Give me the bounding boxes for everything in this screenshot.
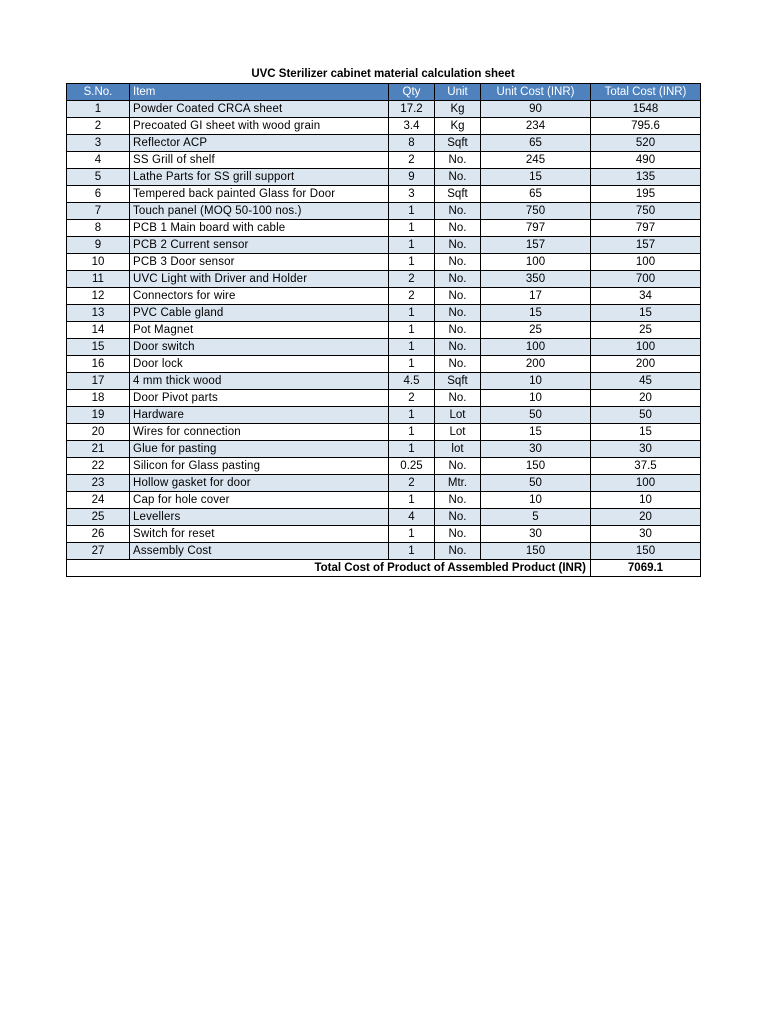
cell-sno: 8	[67, 220, 130, 237]
cell-item: Assembly Cost	[130, 543, 389, 560]
table-row	[67, 135, 701, 152]
cell-item: Door Pivot parts	[130, 390, 389, 407]
cell-unit-cost: 245	[481, 152, 591, 169]
cell-sno: 6	[67, 186, 130, 203]
cell-qty: 9	[389, 169, 435, 186]
cell-total-cost: 10	[591, 492, 701, 509]
cell-unit-cost: 350	[481, 271, 591, 288]
cell-unit-cost: 200	[481, 356, 591, 373]
cell-unit-cost: 15	[481, 305, 591, 322]
table-row	[67, 322, 701, 339]
cell-qty: 4.5	[389, 373, 435, 390]
cell-item: Connectors for wire	[130, 288, 389, 305]
cell-unit-cost: 10	[481, 390, 591, 407]
cell-unit-cost: 750	[481, 203, 591, 220]
cell-total-cost: 30	[591, 526, 701, 543]
cell-unit: Lot	[435, 424, 481, 441]
cell-item: PVC Cable gland	[130, 305, 389, 322]
table-row	[67, 305, 701, 322]
table-row	[67, 458, 701, 475]
cell-unit-cost: 5	[481, 509, 591, 526]
calculation-sheet	[66, 66, 700, 577]
cell-item: 4 mm thick wood	[130, 373, 389, 390]
cell-unit-cost: 65	[481, 135, 591, 152]
cell-item: Cap for hole cover	[130, 492, 389, 509]
cell-qty: 2	[389, 475, 435, 492]
table-row	[67, 220, 701, 237]
cell-total-cost: 195	[591, 186, 701, 203]
cell-sno: 11	[67, 271, 130, 288]
cell-unit: No.	[435, 543, 481, 560]
table-header-row	[67, 84, 701, 101]
cell-sno: 24	[67, 492, 130, 509]
cell-sno: 5	[67, 169, 130, 186]
cell-qty: 1	[389, 339, 435, 356]
cell-item: Wires for connection	[130, 424, 389, 441]
cell-unit-cost: 50	[481, 407, 591, 424]
total-row	[67, 560, 701, 577]
cell-sno: 12	[67, 288, 130, 305]
table-row	[67, 407, 701, 424]
table-row	[67, 373, 701, 390]
cell-unit-cost: 30	[481, 441, 591, 458]
cell-unit-cost: 17	[481, 288, 591, 305]
total-value: 7069.1	[591, 560, 701, 577]
cell-unit-cost: 797	[481, 220, 591, 237]
cell-qty: 1	[389, 407, 435, 424]
cell-unit: No.	[435, 339, 481, 356]
cell-item: PCB 2 Current sensor	[130, 237, 389, 254]
cell-sno: 18	[67, 390, 130, 407]
cell-item: Levellers	[130, 509, 389, 526]
materials-table	[66, 83, 701, 577]
table-row	[67, 492, 701, 509]
cell-qty: 17.2	[389, 101, 435, 118]
cell-qty: 0.25	[389, 458, 435, 475]
cell-qty: 1	[389, 203, 435, 220]
table-row	[67, 288, 701, 305]
total-label: Total Cost of Product of Assembled Product (INR)	[67, 560, 591, 577]
cell-qty: 1	[389, 441, 435, 458]
cell-unit: No.	[435, 237, 481, 254]
table-row	[67, 169, 701, 186]
cell-unit: No.	[435, 322, 481, 339]
cell-item: Lathe Parts for SS grill support	[130, 169, 389, 186]
table-row	[67, 186, 701, 203]
cell-unit: No.	[435, 271, 481, 288]
cell-unit-cost: 10	[481, 492, 591, 509]
cell-total-cost: 34	[591, 288, 701, 305]
cell-qty: 2	[389, 390, 435, 407]
column-header-total-cost: Total Cost (INR)	[591, 84, 701, 101]
cell-qty: 3.4	[389, 118, 435, 135]
cell-unit: No.	[435, 526, 481, 543]
cell-qty: 4	[389, 509, 435, 526]
cell-unit-cost: 90	[481, 101, 591, 118]
cell-item: UVC Light with Driver and Holder	[130, 271, 389, 288]
cell-total-cost: 795.6	[591, 118, 701, 135]
cell-item: Tempered back painted Glass for Door	[130, 186, 389, 203]
cell-qty: 2	[389, 288, 435, 305]
cell-unit-cost: 15	[481, 424, 591, 441]
cell-unit: No.	[435, 356, 481, 373]
cell-sno: 19	[67, 407, 130, 424]
cell-total-cost: 1548	[591, 101, 701, 118]
cell-item: Silicon for Glass pasting	[130, 458, 389, 475]
cell-total-cost: 157	[591, 237, 701, 254]
cell-unit: Sqft	[435, 186, 481, 203]
cell-item: PCB 1 Main board with cable	[130, 220, 389, 237]
cell-unit: No.	[435, 169, 481, 186]
cell-sno: 1	[67, 101, 130, 118]
table-row	[67, 390, 701, 407]
cell-item: SS Grill of shelf	[130, 152, 389, 169]
cell-qty: 2	[389, 271, 435, 288]
table-row	[67, 203, 701, 220]
column-header-qty: Qty	[389, 84, 435, 101]
cell-unit: Sqft	[435, 373, 481, 390]
cell-total-cost: 100	[591, 254, 701, 271]
cell-item: Reflector ACP	[130, 135, 389, 152]
cell-unit-cost: 234	[481, 118, 591, 135]
cell-unit: No.	[435, 458, 481, 475]
cell-item: Glue for pasting	[130, 441, 389, 458]
cell-item: Precoated GI sheet with wood grain	[130, 118, 389, 135]
cell-unit-cost: 100	[481, 339, 591, 356]
cell-total-cost: 490	[591, 152, 701, 169]
cell-sno: 13	[67, 305, 130, 322]
cell-qty: 1	[389, 254, 435, 271]
sheet-title: UVC Sterilizer cabinet material calculation sheet	[251, 68, 515, 80]
table-row	[67, 509, 701, 526]
cell-sno: 14	[67, 322, 130, 339]
cell-total-cost: 15	[591, 424, 701, 441]
cell-sno: 22	[67, 458, 130, 475]
table-row	[67, 271, 701, 288]
cell-sno: 7	[67, 203, 130, 220]
cell-unit: No.	[435, 203, 481, 220]
cell-unit: lot	[435, 441, 481, 458]
cell-total-cost: 797	[591, 220, 701, 237]
cell-sno: 2	[67, 118, 130, 135]
cell-unit: No.	[435, 390, 481, 407]
cell-sno: 9	[67, 237, 130, 254]
cell-unit: Kg	[435, 101, 481, 118]
cell-unit-cost: 157	[481, 237, 591, 254]
table-row	[67, 424, 701, 441]
cell-total-cost: 150	[591, 543, 701, 560]
column-header-unit-cost: Unit Cost (INR)	[481, 84, 591, 101]
column-header-item: Item	[130, 84, 389, 101]
table-row	[67, 118, 701, 135]
cell-item: Door lock	[130, 356, 389, 373]
table-row	[67, 543, 701, 560]
cell-total-cost: 45	[591, 373, 701, 390]
cell-total-cost: 100	[591, 339, 701, 356]
table-row	[67, 254, 701, 271]
cell-qty: 1	[389, 424, 435, 441]
cell-unit: Lot	[435, 407, 481, 424]
cell-total-cost: 50	[591, 407, 701, 424]
cell-sno: 3	[67, 135, 130, 152]
cell-sno: 15	[67, 339, 130, 356]
cell-qty: 1	[389, 492, 435, 509]
cell-total-cost: 520	[591, 135, 701, 152]
cell-total-cost: 20	[591, 509, 701, 526]
cell-unit-cost: 50	[481, 475, 591, 492]
cell-qty: 3	[389, 186, 435, 203]
cell-unit: No.	[435, 152, 481, 169]
cell-sno: 16	[67, 356, 130, 373]
cell-sno: 21	[67, 441, 130, 458]
cell-unit: No.	[435, 288, 481, 305]
cell-total-cost: 30	[591, 441, 701, 458]
cell-qty: 1	[389, 322, 435, 339]
cell-total-cost: 135	[591, 169, 701, 186]
cell-item: Pot Magnet	[130, 322, 389, 339]
cell-sno: 23	[67, 475, 130, 492]
cell-qty: 1	[389, 526, 435, 543]
cell-sno: 27	[67, 543, 130, 560]
cell-total-cost: 20	[591, 390, 701, 407]
cell-item: Hardware	[130, 407, 389, 424]
cell-unit-cost: 30	[481, 526, 591, 543]
cell-total-cost: 700	[591, 271, 701, 288]
table-row	[67, 441, 701, 458]
cell-sno: 20	[67, 424, 130, 441]
cell-unit-cost: 65	[481, 186, 591, 203]
cell-unit-cost: 150	[481, 458, 591, 475]
cell-qty: 1	[389, 220, 435, 237]
cell-item: Switch for reset	[130, 526, 389, 543]
cell-total-cost: 100	[591, 475, 701, 492]
cell-total-cost: 750	[591, 203, 701, 220]
cell-item: Touch panel (MOQ 50-100 nos.)	[130, 203, 389, 220]
column-header-sno: S.No.	[67, 84, 130, 101]
cell-item: PCB 3 Door sensor	[130, 254, 389, 271]
cell-sno: 10	[67, 254, 130, 271]
cell-unit-cost: 150	[481, 543, 591, 560]
cell-item: Hollow gasket for door	[130, 475, 389, 492]
cell-unit: Mtr.	[435, 475, 481, 492]
cell-sno: 25	[67, 509, 130, 526]
table-row	[67, 339, 701, 356]
cell-sno: 17	[67, 373, 130, 390]
cell-total-cost: 15	[591, 305, 701, 322]
cell-item: Powder Coated CRCA sheet	[130, 101, 389, 118]
cell-unit: No.	[435, 305, 481, 322]
cell-total-cost: 37.5	[591, 458, 701, 475]
cell-unit: Sqft	[435, 135, 481, 152]
table-row	[67, 237, 701, 254]
cell-qty: 8	[389, 135, 435, 152]
cell-qty: 1	[389, 543, 435, 560]
cell-qty: 1	[389, 356, 435, 373]
cell-sno: 4	[67, 152, 130, 169]
table-row	[67, 475, 701, 492]
cell-total-cost: 25	[591, 322, 701, 339]
cell-sno: 26	[67, 526, 130, 543]
cell-unit: No.	[435, 509, 481, 526]
column-header-unit: Unit	[435, 84, 481, 101]
table-body	[67, 101, 701, 560]
cell-unit: No.	[435, 492, 481, 509]
cell-qty: 1	[389, 305, 435, 322]
cell-qty: 2	[389, 152, 435, 169]
cell-unit-cost: 15	[481, 169, 591, 186]
cell-item: Door switch	[130, 339, 389, 356]
cell-unit-cost: 10	[481, 373, 591, 390]
table-row	[67, 101, 701, 118]
cell-unit: Kg	[435, 118, 481, 135]
cell-qty: 1	[389, 237, 435, 254]
cell-total-cost: 200	[591, 356, 701, 373]
table-row	[67, 526, 701, 543]
cell-unit: No.	[435, 254, 481, 271]
cell-unit: No.	[435, 220, 481, 237]
table-row	[67, 152, 701, 169]
cell-unit-cost: 100	[481, 254, 591, 271]
table-row	[67, 356, 701, 373]
cell-unit-cost: 25	[481, 322, 591, 339]
